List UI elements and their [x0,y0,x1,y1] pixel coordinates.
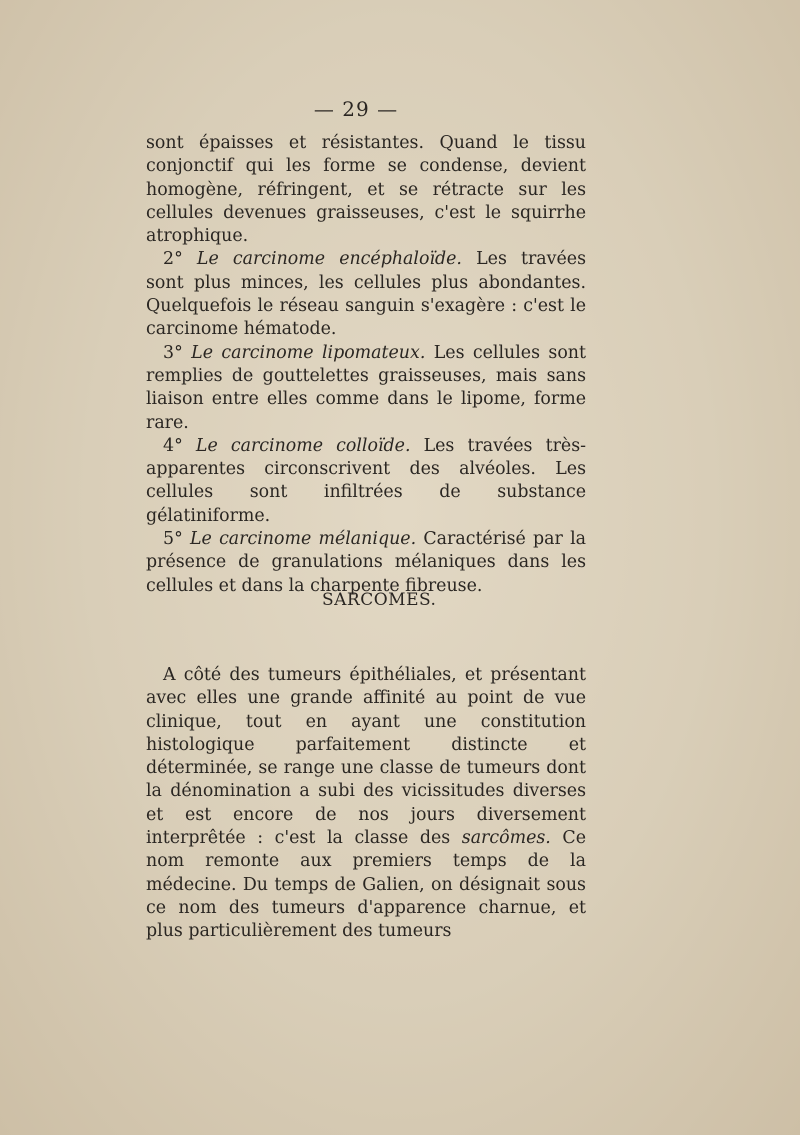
item-text: Les travées très-apparentes circonscrivent des alvéoles. Les cellules sont infiltrées de substance gélatiniforme. [146,435,586,526]
item-number: 4° [163,435,183,456]
item-number: 2° [163,249,183,270]
paragraph-lipomateux [146,342,586,435]
paragraph-melanique [146,528,586,598]
sarcoma-section [146,664,586,944]
item-term: Le carcinome encéphaloïde. [196,249,462,270]
item-text: Caractérisé par la présence de granulations mélaniques dans les cellules et dans la charpente fibreuse. [146,529,587,596]
item-term: Le carcinome mélanique. [190,529,417,550]
paragraph-encephaloide [146,248,586,341]
item-number: 3° [163,342,183,363]
text-before-term: A côté des tumeurs épithéliales, et présentant avec elles une grande affinité au point de vue clinique, tout en ayant une constitution histologique parfaitement distincte et déterminée, se range une classe de tumeurs dont la dénomination a subi des vicissitudes diverses et est encore de nos jours diversement interprêtée : c'est la classe des [146,665,586,849]
paragraph-sarcomes [146,664,586,944]
item-number: 5° [163,529,183,550]
item-text: Les cellules sont remplies de gouttelettes graisseuses, mais sans liaison entre elles comme dans le lipome, forme rare. [146,342,586,433]
item-term: Le carcinome lipomateux. [191,342,426,363]
term-sarcomes: sarcômes. [461,828,551,849]
paragraph-colloide [146,435,586,528]
text-after-term: Ce nom remonte aux premiers temps de la médecine. Du temps de Galien, on désignait sous ce nom des tumeurs d'apparence charnue, et plus particulièrement des tumeurs [146,828,587,942]
carcinoma-section [146,132,586,598]
item-term: Le carcinome colloïde. [195,435,411,456]
section-heading: SARCOMES. [322,590,437,610]
item-text: Les travées sont plus minces, les cellules plus abondantes. Quelquefois le réseau sanguin s'exagère : c'est le carcinome hématode. [146,249,587,340]
paragraph-squirrhe: sont épaisses et résistantes. Quand le tissu conjonctif qui les forme se condense, devient homogène, réfringent, et se rétracte sur les cellules devenues graisseuses, c'est le squirrhe atrophique. [146,133,586,247]
page-number: — 29 — [313,97,399,121]
